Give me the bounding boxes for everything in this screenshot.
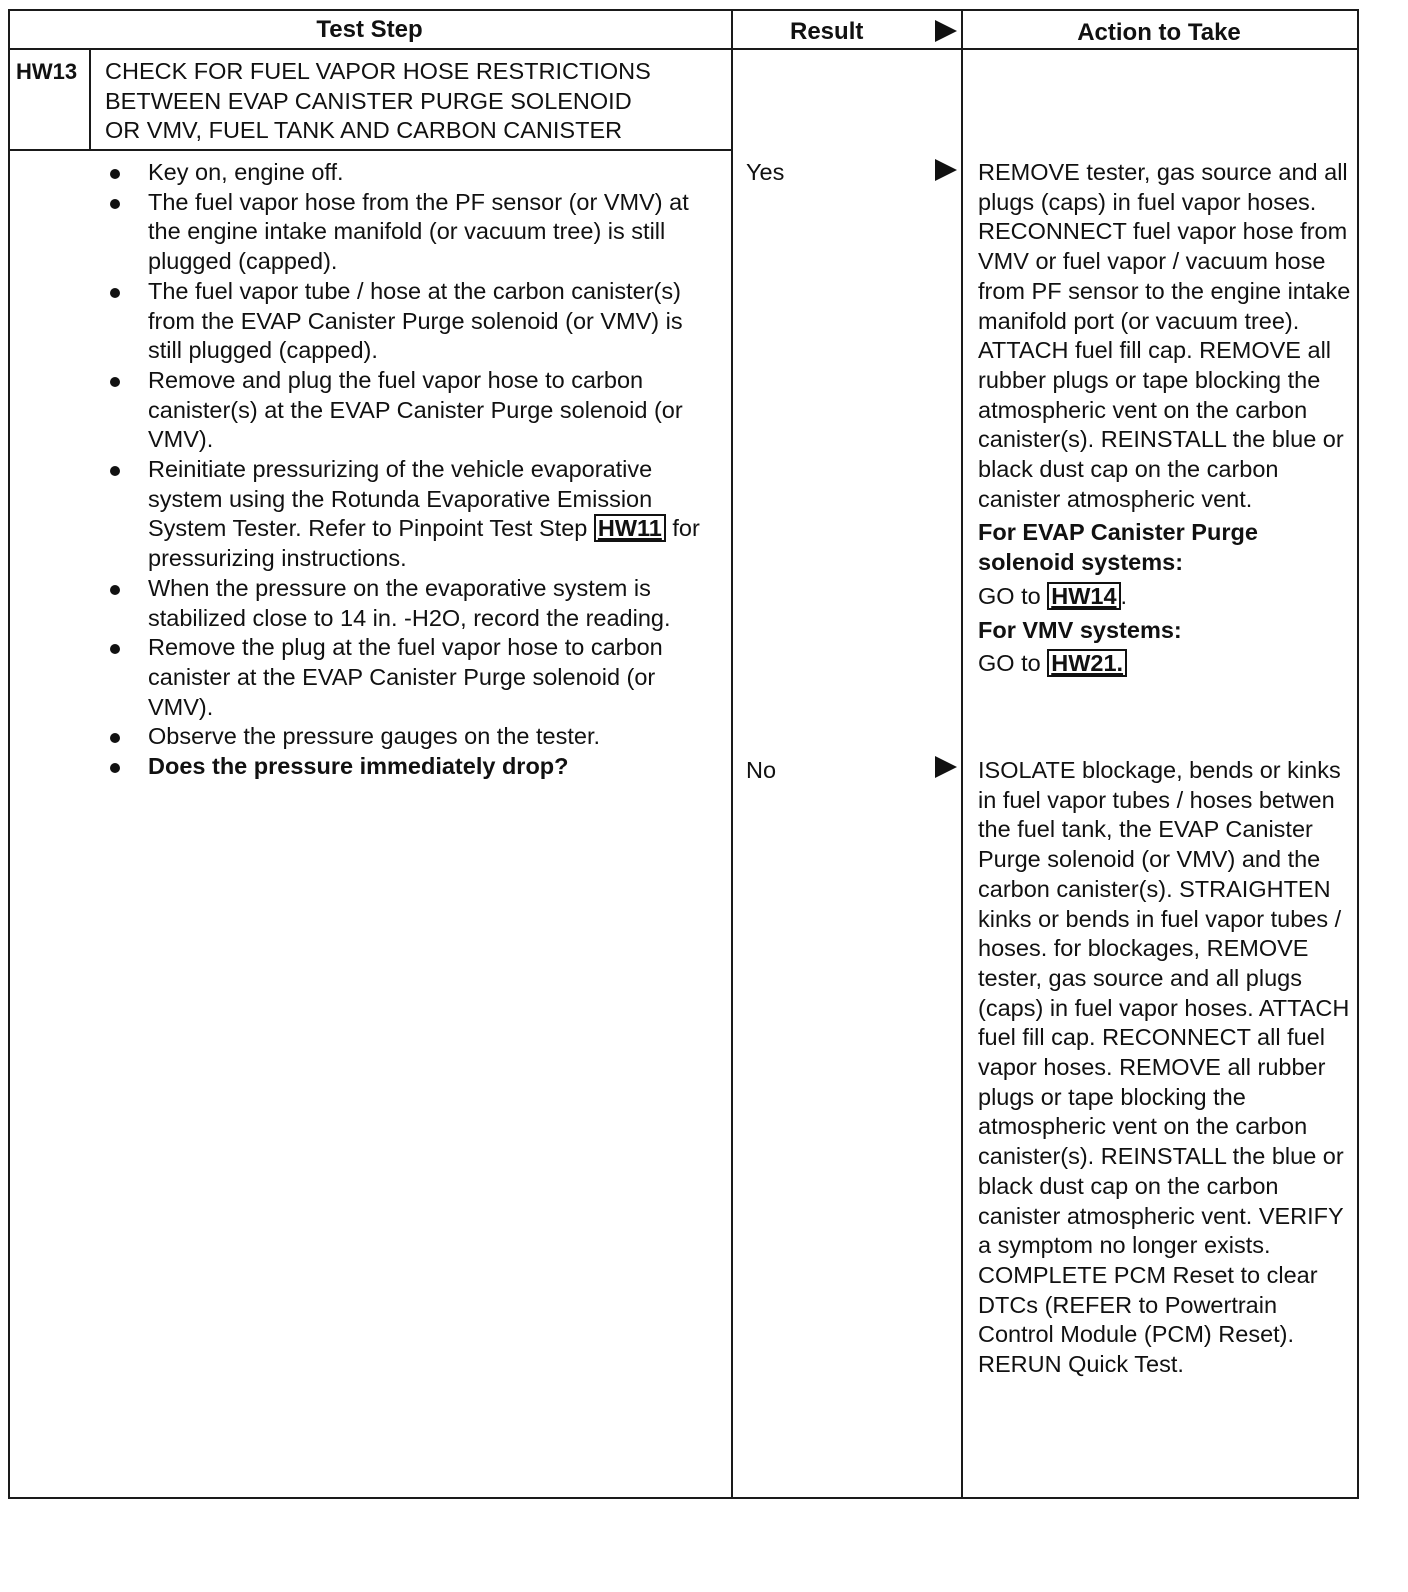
instruction-item: Reinitiate pressurizing of the vehicle evaporative system using the Rotunda Evaporative Emission System Tester. Refer to Pinpoint Test Step HW11 for pressurizing instructions.: [110, 455, 710, 574]
action-vmv-goto: GO to HW21.: [978, 649, 1358, 679]
instruction-item: Remove and plug the fuel vapor hose to carbon canister(s) at the EVAP Canister Purge solenoid (or VMV).: [110, 366, 710, 455]
header-arrow-icon: [935, 20, 957, 42]
action-column-divider: [961, 9, 963, 1499]
instruction-item: Key on, engine off.: [110, 158, 710, 188]
result-column-divider: [731, 9, 733, 1499]
table-bottom-border: [8, 1497, 1359, 1499]
header-action: Action to Take: [1077, 19, 1241, 46]
result-no: No: [746, 757, 777, 783]
result-yes: Yes: [746, 159, 785, 185]
instruction-item: The fuel vapor tube / hose at the carbon canister(s) from the EVAP Canister Purge solenoid (or VMV) is still plugged (capped).: [110, 277, 710, 366]
instruction-item: When the pressure on the evaporative system is stabilized close to 14 in. -H2O, record the reading.: [110, 574, 710, 633]
action-no-text: ISOLATE blockage, bends or kinks in fuel vapor tubes / hoses betwen the fuel tank, the EVAP Canister Purge solenoid (or VMV) and the carbon canister(s). STRAIGHTEN kinks or bends in fuel vapor tubes / hoses. for blockages, REMOVE tester, gas source and all plugs (caps) in fuel vapor hoses. ATTACH fuel fill cap. RECONNECT all fuel vapor hoses. REMOVE all rubber plugs or tape blocking the atmospheric vent on the carbon canister(s). REINSTALL the blue or black dust cap on the carbon canister atmospheric vent. VERIFY a symptom no longer exists. COMPLETE PCM Reset to clear DTCs (REFER to Powertrain Control Module (PCM) Reset). RERUN Quick Test.: [978, 757, 1350, 1378]
action-yes: [978, 158, 1358, 679]
step-title-line-2: BETWEEN EVAP CANISTER PURGE SOLENOID: [105, 88, 632, 114]
step-id: HW13: [16, 59, 78, 84]
step-title-line-1: CHECK FOR FUEL VAPOR HOSE RESTRICTIONS: [105, 58, 651, 84]
table-left-border: [8, 9, 10, 1499]
result-yes-arrow-icon: [935, 159, 957, 181]
instruction-item: The fuel vapor hose from the PF sensor (or VMV) at the engine intake manifold (or vacuum tree) is still plugged (capped).: [110, 188, 710, 277]
result-no-arrow-icon: [935, 756, 957, 778]
test-step-instructions: [110, 158, 710, 782]
action-vmv-heading: For VMV systems:: [978, 616, 1182, 643]
instruction-item: Observe the pressure gauges on the tester.: [110, 722, 710, 752]
step-title-bottom-border: [8, 149, 731, 151]
action-yes-text: REMOVE tester, gas source and all plugs (caps) in fuel vapor hoses. RECONNECT fuel vapor hose from VMV or fuel vapor / vacuum hose from PF sensor to the engine intake manifold port (or vacuum tree). ATTACH fuel fill cap. REMOVE all rubber plugs or tape blocking the atmospheric vent on the carbon canister(s). REINSTALL the blue or black dust cap on the carbon canister atmospheric vent.: [978, 159, 1351, 512]
action-no: [978, 756, 1358, 1380]
instruction-item: Remove the plug at the fuel vapor hose to carbon canister at the EVAP Canister Purge solenoid (or VMV).: [110, 633, 710, 722]
header-bottom-border: [8, 48, 1359, 50]
step-reference-hw14[interactable]: HW14: [1047, 582, 1120, 610]
step-id-divider: [89, 48, 91, 151]
table-top-border: [8, 9, 1359, 11]
step-reference-hw11[interactable]: HW11: [594, 514, 666, 542]
header-test-step: Test Step: [316, 16, 423, 43]
action-evap-goto: GO to HW14 .: [978, 582, 1128, 609]
action-evap-heading: For EVAP Canister Purge solenoid systems:: [978, 519, 1258, 576]
header-result: Result: [790, 18, 864, 45]
step-title-line-3: OR VMV, FUEL TANK AND CARBON CANISTER: [105, 117, 623, 143]
step-reference-hw21[interactable]: HW21.: [1047, 649, 1127, 677]
instruction-question: Does the pressure immediately drop?: [110, 752, 710, 782]
